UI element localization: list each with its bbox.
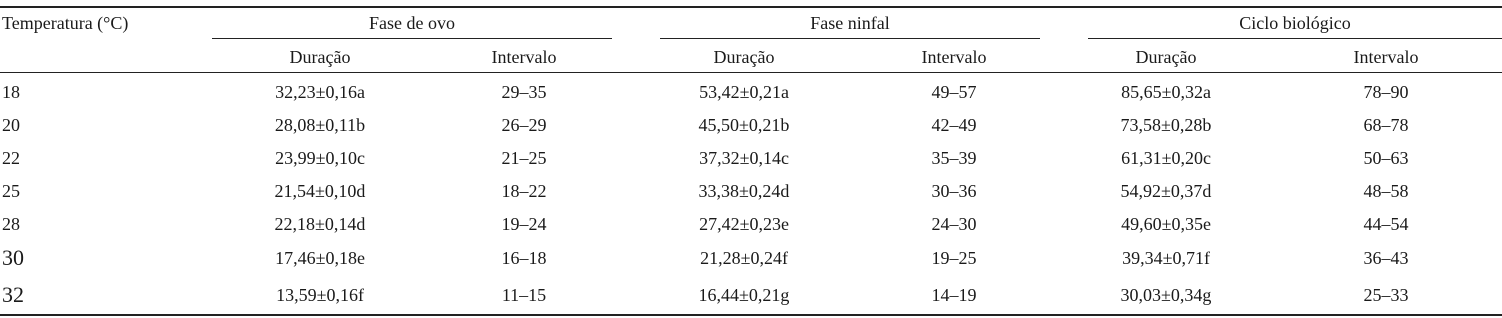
cycle-interval: 78–90: [1363, 82, 1409, 102]
cycle-duration: 85,65±0,32a: [1121, 82, 1211, 102]
group-rule-cycle: [1088, 38, 1502, 39]
cycle-duration: 39,34±0,71f: [1122, 248, 1210, 268]
egg-interval: 16–18: [501, 248, 547, 268]
egg-interval: 19–24: [501, 214, 547, 234]
egg-interval: 26–29: [501, 115, 547, 135]
nymph-interval: 14–19: [931, 285, 977, 305]
egg-duration: 21,54±0,10d: [274, 181, 366, 201]
nymph-duration: 37,32±0,14c: [699, 148, 789, 168]
group-header-egg: Fase de ovo: [369, 13, 455, 33]
bottom-rule: [0, 314, 1502, 316]
nymph-interval: 24–30: [931, 214, 977, 234]
cycle-interval: 50–63: [1363, 148, 1409, 168]
cycle-duration: 30,03±0,34g: [1120, 285, 1212, 305]
cycle-interval: 68–78: [1363, 115, 1409, 135]
subheader-egg-duration: Duração: [289, 47, 351, 67]
row-temperature: 20: [2, 115, 20, 135]
nymph-duration: 33,38±0,24d: [698, 181, 790, 201]
egg-duration: 22,18±0,14d: [274, 214, 366, 234]
nymph-interval: 49–57: [931, 82, 977, 102]
nymph-duration: 45,50±0,21b: [698, 115, 790, 135]
temperature-header: Temperatura (°C): [2, 13, 129, 33]
nymph-interval: 19–25: [931, 248, 977, 268]
subheader-egg-interval: Intervalo: [491, 47, 557, 67]
nymph-duration: 27,42±0,23e: [699, 214, 789, 234]
row-temperature: 18: [2, 82, 20, 102]
nymph-interval: 30–36: [931, 181, 977, 201]
subheader-nymph-duration: Duração: [713, 47, 775, 67]
nymph-duration: 53,42±0,21a: [699, 82, 789, 102]
cycle-interval: 25–33: [1363, 285, 1409, 305]
row-temperature: 28: [2, 214, 20, 234]
egg-duration: 13,59±0,16f: [276, 285, 364, 305]
subheader-cycle-interval: Intervalo: [1353, 47, 1419, 67]
egg-interval: 21–25: [501, 148, 547, 168]
egg-interval: 11–15: [501, 285, 547, 305]
subheader-nymph-interval: Intervalo: [921, 47, 987, 67]
nymph-interval: 42–49: [931, 115, 977, 135]
egg-duration: 32,23±0,16a: [275, 82, 365, 102]
cycle-interval: 36–43: [1363, 248, 1409, 268]
cycle-interval: 44–54: [1363, 214, 1409, 234]
egg-duration: 23,99±0,10c: [275, 148, 365, 168]
nymph-duration: 21,28±0,24f: [700, 248, 788, 268]
subheader-cycle-duration: Duração: [1135, 47, 1197, 67]
row-temperature: 32: [2, 282, 24, 307]
group-rule-nymph: [660, 38, 1040, 39]
cycle-duration: 61,31±0,20c: [1121, 148, 1211, 168]
cycle-duration: 49,60±0,35e: [1121, 214, 1211, 234]
group-header-cycle: Ciclo biológico: [1239, 13, 1351, 33]
row-temperature: 22: [2, 148, 20, 168]
egg-duration: 17,46±0,18e: [275, 248, 365, 268]
cycle-duration: 73,58±0,28b: [1120, 115, 1212, 135]
nymph-interval: 35–39: [931, 148, 977, 168]
nymph-duration: 16,44±0,21g: [698, 285, 790, 305]
top-rule: [0, 6, 1502, 8]
cycle-interval: 48–58: [1363, 181, 1409, 201]
egg-duration: 28,08±0,11b: [274, 115, 366, 135]
cycle-duration: 54,92±0,37d: [1120, 181, 1212, 201]
egg-interval: 29–35: [501, 82, 547, 102]
group-header-nymph: Fase ninfal: [810, 13, 890, 33]
row-temperature: 25: [2, 181, 20, 201]
header-bottom-rule: [0, 72, 1502, 73]
group-rule-egg: [212, 38, 612, 39]
row-temperature: 30: [2, 245, 24, 270]
egg-interval: 18–22: [501, 181, 547, 201]
